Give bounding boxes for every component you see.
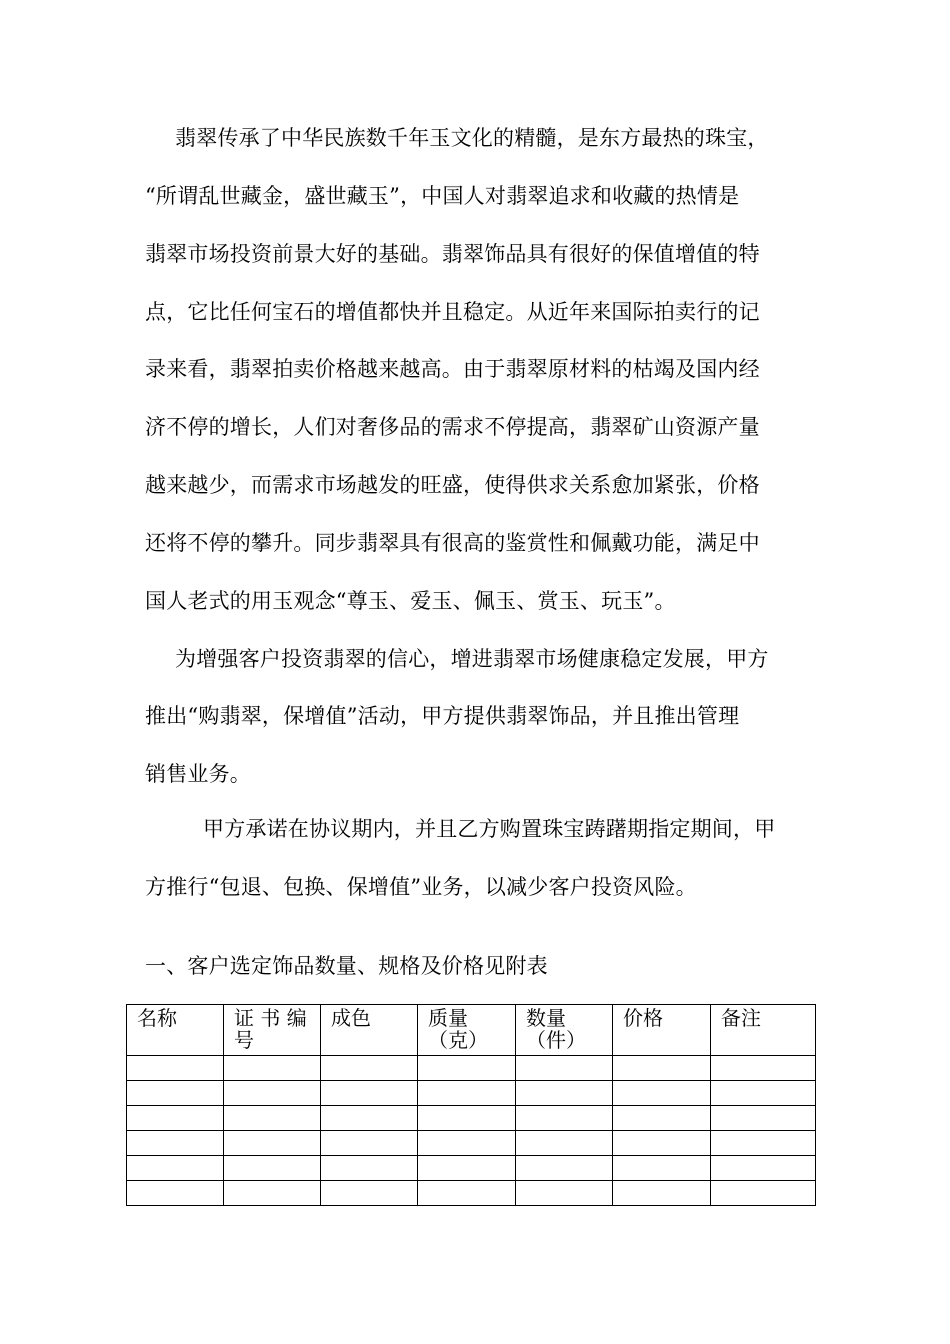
table-header-row (127, 1005, 816, 1056)
paragraph-3-line-2: 方推行“包退、包换、保增值”业务，以减少客户投资风险。 (145, 875, 697, 899)
table-cell[interactable] (127, 1106, 224, 1131)
table-cell[interactable] (321, 1056, 418, 1081)
section-heading: 一、客户选定饰品数量、规格及价格见附表 (145, 954, 548, 978)
header-certificate-number-line-2: 号 (234, 1028, 254, 1052)
table-cell[interactable] (711, 1056, 816, 1081)
table-cell[interactable] (321, 1106, 418, 1131)
table-cell[interactable] (418, 1056, 516, 1081)
table-cell[interactable] (224, 1181, 321, 1206)
table-cell[interactable] (224, 1106, 321, 1131)
table-cell[interactable] (127, 1131, 224, 1156)
header-quantity-line-2: （件） (526, 1028, 586, 1052)
header-certificate-number (224, 1005, 321, 1056)
table-cell[interactable] (711, 1181, 816, 1206)
table-cell[interactable] (711, 1156, 816, 1181)
table-cell[interactable] (321, 1131, 418, 1156)
table-cell[interactable] (613, 1156, 711, 1181)
paragraph-1-line-5: 录来看，翡翠拍卖价格越来越高。由于翡翠原材料的枯竭及国内经 (145, 357, 760, 381)
header-fineness-label: 成色 (331, 1006, 371, 1030)
header-quantity (516, 1005, 613, 1056)
header-name (127, 1005, 224, 1056)
paragraph-3-line-1: 甲方承诺在协议期内，并且乙方购置珠宝踌躇期指定期间，甲 (203, 817, 776, 841)
table-cell[interactable] (127, 1081, 224, 1106)
table-cell[interactable] (711, 1131, 816, 1156)
table-cell[interactable] (127, 1181, 224, 1206)
table-cell[interactable] (224, 1056, 321, 1081)
table-cell[interactable] (516, 1156, 613, 1181)
table-cell[interactable] (613, 1131, 711, 1156)
table-cell[interactable] (516, 1131, 613, 1156)
paragraph-1-line-7: 越来越少，而需求市场越发的旺盛，使得供求关系愈加紧张，价格 (145, 473, 760, 497)
table-cell[interactable] (711, 1106, 816, 1131)
table-cell[interactable] (321, 1181, 418, 1206)
table-cell[interactable] (711, 1081, 816, 1106)
table-cell[interactable] (418, 1181, 516, 1206)
table-cell[interactable] (613, 1081, 711, 1106)
paragraph-2-line-2: 推出“购翡翠，保增值”活动，甲方提供翡翠饰品，并且推出管理 (145, 704, 740, 728)
paragraph-1-line-2: “所谓乱世藏金，盛世藏玉”，中国人对翡翠追求和收藏的热情是 (145, 184, 740, 208)
table-cell[interactable] (321, 1156, 418, 1181)
header-weight-line-1: 质量 (428, 1006, 468, 1030)
paragraph-2-line-3: 销售业务。 (145, 762, 251, 786)
table-cell[interactable] (516, 1056, 613, 1081)
table-cell[interactable] (418, 1106, 516, 1131)
table-cell[interactable] (516, 1181, 613, 1206)
table-cell[interactable] (127, 1056, 224, 1081)
paragraph-2-line-1: 为增强客户投资翡翠的信心，增进翡翠市场健康稳定发展，甲方 (175, 647, 769, 671)
header-weight (418, 1005, 516, 1056)
paragraph-1-line-8: 还将不停的攀升。同步翡翠具有很高的鉴赏性和佩戴功能，满足中 (145, 531, 760, 555)
header-name-label: 名称 (137, 1006, 177, 1030)
paragraph-1-line-3: 翡翠市场投资前景大好的基础。翡翠饰品具有很好的保值增值的特 (145, 242, 760, 266)
header-quantity-line-1: 数量 (526, 1006, 566, 1030)
paragraph-1-line-9: 国人老式的用玉观念“尊玉、爱玉、佩玉、赏玉、玩玉”。 (145, 589, 676, 613)
header-remarks (711, 1005, 816, 1056)
table-cell[interactable] (613, 1056, 711, 1081)
table-cell[interactable] (613, 1106, 711, 1131)
table-cell[interactable] (613, 1181, 711, 1206)
paragraph-1-line-4: 点，它比任何宝石的增值都快并且稳定。从近年来国际拍卖行的记 (145, 300, 760, 324)
header-price-label: 价格 (623, 1006, 663, 1030)
paragraph-1-line-1: 翡翠传承了中华民族数千年玉文化的精髓，是东方最热的珠宝， (175, 126, 769, 150)
jewelry-items-table (126, 1004, 816, 1206)
table-cell[interactable] (224, 1156, 321, 1181)
header-certificate-number-line-1: 证 书 编 (234, 1006, 307, 1030)
header-price (613, 1005, 711, 1056)
header-weight-line-2: （克） (428, 1028, 488, 1052)
table-cell[interactable] (418, 1081, 516, 1106)
table-cell[interactable] (127, 1156, 224, 1181)
table-row (127, 1181, 816, 1206)
table-cell[interactable] (516, 1106, 613, 1131)
header-remarks-label: 备注 (721, 1006, 761, 1030)
header-fineness (321, 1005, 418, 1056)
table-cell[interactable] (418, 1156, 516, 1181)
table-row (127, 1081, 816, 1106)
table-row (127, 1131, 816, 1156)
table-row (127, 1056, 816, 1081)
table-cell[interactable] (321, 1081, 418, 1106)
table-cell[interactable] (418, 1131, 516, 1156)
table-cell[interactable] (516, 1081, 613, 1106)
paragraph-1-line-6: 济不停的增长，人们对奢侈品的需求不停提高，翡翠矿山资源产量 (145, 415, 760, 439)
table-row (127, 1156, 816, 1181)
table-row (127, 1106, 816, 1131)
table-cell[interactable] (224, 1131, 321, 1156)
table-cell[interactable] (224, 1081, 321, 1106)
